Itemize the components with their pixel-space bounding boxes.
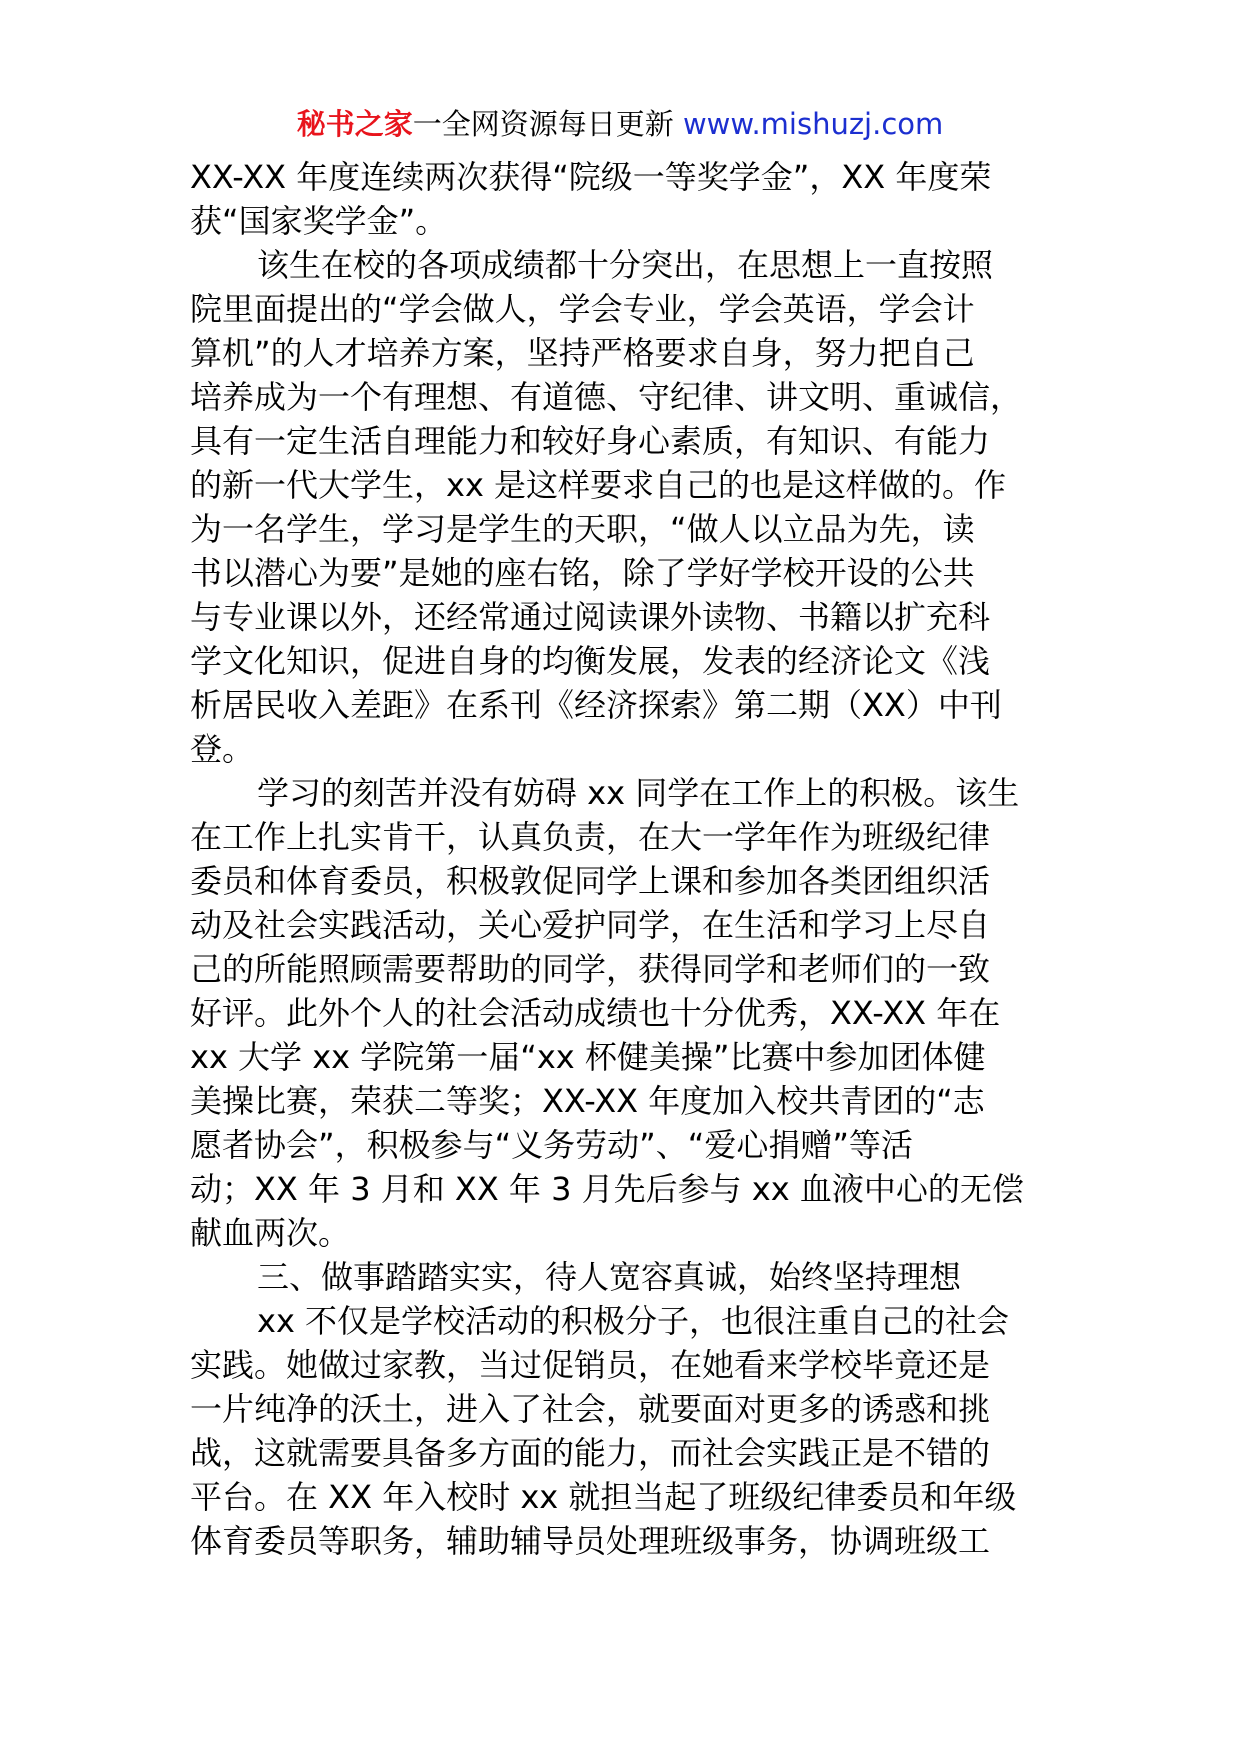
text-line: 登。 bbox=[190, 730, 255, 768]
text-line: 体育委员等职务，辅助辅导员处理班级事务，协调班级工 bbox=[190, 1522, 991, 1560]
text-line: 动及社会实践活动，关心爱护同学，在生活和学习上尽自 bbox=[190, 906, 991, 944]
text-line: 析居民收入差距》在系刊《经济探索》第二期（XX）中刊 bbox=[190, 686, 1002, 724]
text-line: 好评。此外个人的社会活动成绩也十分优秀，XX-XX 年在 bbox=[190, 994, 1001, 1032]
text-line: 献血两次。 bbox=[190, 1214, 351, 1252]
text-line: 的新一代大学生，xx 是这样要求自己的也是这样做的。作 bbox=[190, 466, 1007, 504]
page-header bbox=[0, 104, 1240, 144]
text-line: 实践。她做过家教，当过促销员，在她看来学校毕竟还是 bbox=[190, 1346, 991, 1384]
text-line: 在工作上扎实肯干，认真负责，在大一学年作为班级纪律 bbox=[190, 818, 991, 856]
text-line: 战，这就需要具备多方面的能力，而社会实践正是不错的 bbox=[190, 1434, 991, 1472]
text-line: 己的所能照顾需要帮助的同学，获得同学和老师们的一致 bbox=[190, 950, 991, 988]
text-line: 书以潜心为要”是她的座右铭，除了学好学校开设的公共 bbox=[190, 554, 975, 592]
text-line: 委员和体育委员，积极敦促同学上课和参加各类团组织活 bbox=[190, 862, 991, 900]
header-tagline: 一全网资源每日更新 bbox=[412, 107, 674, 141]
text-line: 算机”的人才培养方案，坚持严格要求自身，努力把自己 bbox=[190, 334, 975, 372]
site-url-link[interactable]: www.mishuzj.com bbox=[682, 107, 944, 141]
text-line: xx 不仅是学校活动的积极分子，也很注重自己的社会 bbox=[257, 1302, 1010, 1340]
text-line: 该生在校的各项成绩都十分突出，在思想上一直按照 bbox=[257, 246, 994, 284]
text-line: 三、做事踏踏实实，待人宽容真诚，始终坚持理想 bbox=[257, 1258, 962, 1296]
text-line: 院里面提出的“学会做人，学会专业，学会英语，学会计 bbox=[190, 290, 975, 328]
text-line: 具有一定生活自理能力和较好身心素质，有知识、有能力 bbox=[190, 422, 991, 460]
text-line: 平台。在 XX 年入校时 xx 就担当起了班级纪律委员和年级 bbox=[190, 1478, 1017, 1516]
text-line: 美操比赛，荣获二等奖；XX-XX 年度加入校共青团的“志 bbox=[190, 1082, 985, 1120]
text-line: 学文化知识，促进自身的均衡发展，发表的经济论文《浅 bbox=[190, 642, 991, 680]
text-line: 与专业课以外，还经常通过阅读课外读物、书籍以扩充科 bbox=[190, 598, 991, 636]
text-line: 一片纯净的沃土，进入了社会，就要面对更多的诱惑和挑 bbox=[190, 1390, 991, 1428]
brand-name: 秘书之家 bbox=[296, 107, 413, 141]
text-line: 愿者协会”，积极参与“义务劳动”、“爱心捐赠”等活 bbox=[190, 1126, 913, 1164]
text-line: 学习的刻苦并没有妨碍 xx 同学在工作上的积极。该生 bbox=[257, 774, 1020, 812]
document-body bbox=[190, 155, 1070, 1563]
text-line: XX-XX 年度连续两次获得“院级一等奖学金”，XX 年度荣 bbox=[190, 158, 992, 196]
text-line: 动；XX 年 3 月和 XX 年 3 月先后参与 xx 血液中心的无偿 bbox=[190, 1170, 1024, 1208]
text-line: 获“国家奖学金”。 bbox=[190, 202, 448, 240]
text-line: 培养成为一个有理想、有道德、守纪律、讲文明、重诚信， bbox=[190, 378, 1023, 416]
text-line: xx 大学 xx 学院第一届“xx 杯健美操”比赛中参加团体健 bbox=[190, 1038, 986, 1076]
text-line: 为一名学生，学习是学生的天职，“做人以立品为先，读 bbox=[190, 510, 975, 548]
